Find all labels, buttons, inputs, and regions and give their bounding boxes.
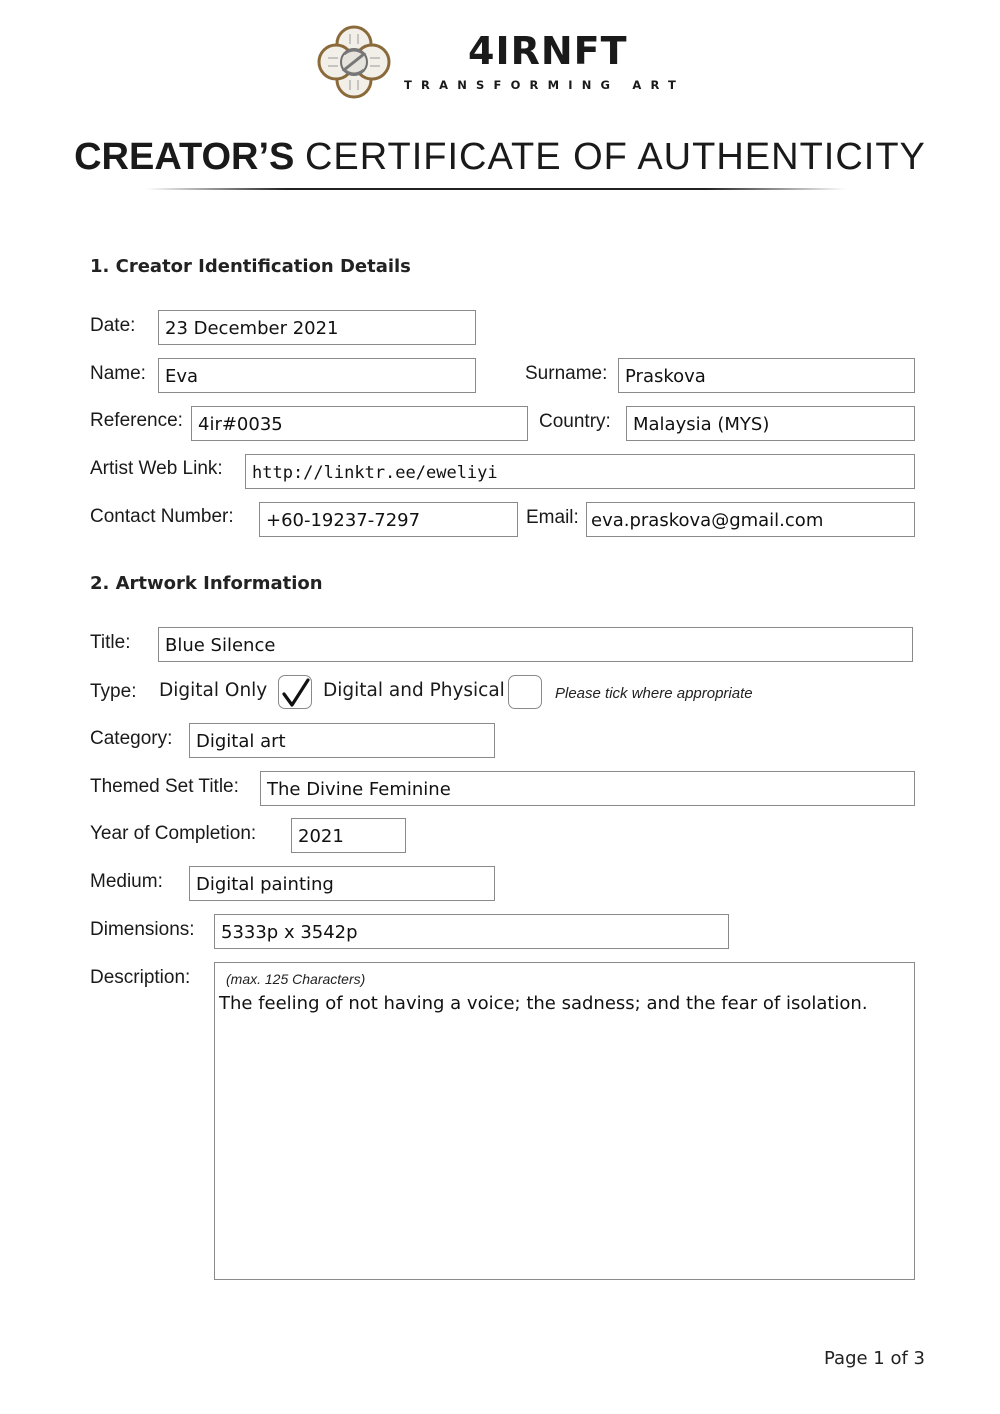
title-rest: CERTIFICATE OF AUTHENTICITY	[304, 136, 926, 178]
email-value: eva.praskova@gmail.com	[591, 510, 824, 531]
artwork-title-field[interactable]	[158, 627, 913, 662]
country-field[interactable]	[626, 406, 915, 441]
medium-value: Digital painting	[196, 874, 334, 895]
description-value: The feeling of not having a voice; the sadness; and the fear of isolation.	[219, 993, 868, 1014]
type-digital-physical-label: Digital and Physical	[323, 680, 505, 701]
artwork-title-value: Blue Silence	[165, 635, 276, 656]
country-value: Malaysia (MYS)	[633, 414, 770, 435]
year-label: Year of Completion:	[90, 823, 257, 844]
year-value: 2021	[298, 826, 344, 847]
date-label: Date:	[90, 315, 136, 336]
reference-value: 4ir#0035	[198, 414, 283, 435]
contact-field[interactable]	[259, 502, 518, 537]
name-label: Name:	[90, 363, 146, 384]
brand-tagline: TRANSFORMING ART	[404, 78, 686, 92]
email-label: Email:	[526, 507, 579, 528]
date-value: 23 December 2021	[165, 318, 339, 339]
checkmark-icon	[279, 676, 313, 710]
contact-label: Contact Number:	[90, 506, 234, 527]
title-divider	[146, 188, 846, 190]
themed-set-value: The Divine Feminine	[267, 779, 451, 800]
surname-field[interactable]	[618, 358, 915, 393]
digital-physical-checkbox[interactable]	[508, 675, 542, 709]
reference-field[interactable]	[191, 406, 528, 441]
weblink-label: Artist Web Link:	[90, 458, 223, 479]
section-heading-creator: 1. Creator Identification Details	[90, 256, 411, 277]
section-heading-artwork: 2. Artwork Information	[90, 573, 323, 594]
description-label: Description:	[90, 967, 191, 988]
description-field[interactable]	[214, 962, 915, 1280]
category-label: Category:	[90, 728, 173, 749]
logo-icon	[316, 24, 392, 100]
email-field[interactable]	[586, 502, 915, 537]
reference-label: Reference:	[90, 410, 183, 431]
type-digital-only-label: Digital Only	[159, 680, 268, 701]
page-number: Page 1 of 3	[824, 1348, 925, 1369]
document-title	[0, 134, 1000, 180]
year-field[interactable]	[291, 818, 406, 853]
dimensions-field[interactable]	[214, 914, 729, 949]
country-label: Country:	[539, 411, 611, 432]
dimensions-value: 5333p x 3542p	[221, 922, 358, 943]
contact-value: +60-19237-7297	[266, 510, 421, 531]
surname-label: Surname:	[525, 363, 608, 384]
name-field[interactable]	[158, 358, 476, 393]
category-value: Digital art	[196, 731, 286, 752]
date-field[interactable]	[158, 310, 476, 345]
category-field[interactable]	[189, 723, 495, 758]
themed-set-field[interactable]	[260, 771, 915, 806]
type-note: Please tick where appropriate	[555, 685, 753, 702]
type-label: Type:	[90, 681, 137, 702]
weblink-field[interactable]	[245, 454, 915, 489]
title-label: Title:	[90, 632, 131, 653]
medium-label: Medium:	[90, 871, 163, 892]
description-hint: (max. 125 Characters)	[226, 971, 366, 987]
surname-value: Praskova	[625, 366, 706, 387]
themed-set-label: Themed Set Title:	[90, 776, 239, 797]
name-value: Eva	[165, 366, 199, 387]
medium-field[interactable]	[189, 866, 495, 901]
title-bold: CREATOR’S	[74, 136, 295, 178]
weblink-value: http://linktr.ee/eweliyi	[252, 463, 498, 483]
dimensions-label: Dimensions:	[90, 919, 195, 940]
brand-name: 4IRNFT	[468, 29, 628, 73]
digital-only-checkbox[interactable]	[278, 675, 312, 709]
